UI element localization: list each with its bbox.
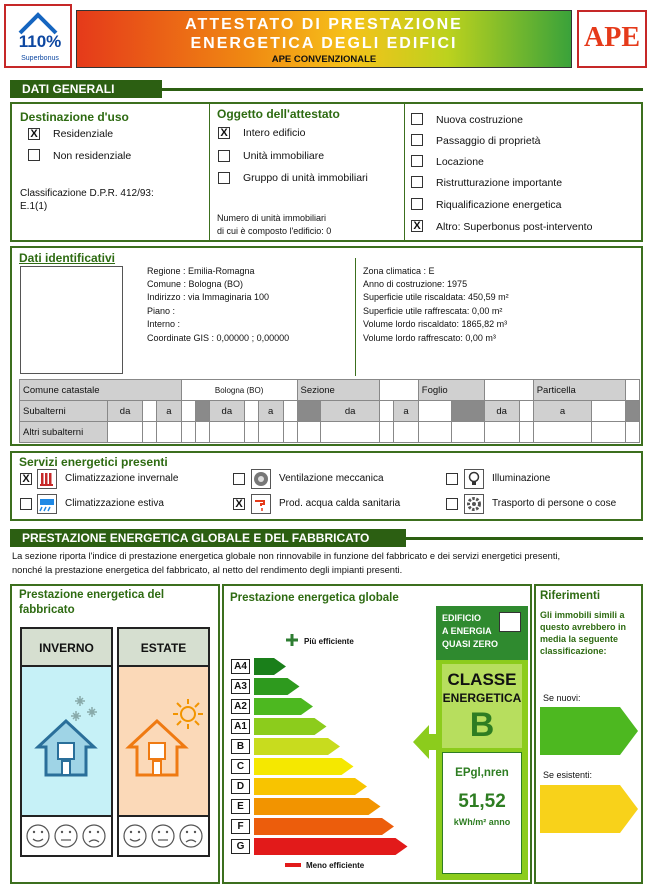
section-header-dati-generali: DATI GENERALI bbox=[10, 80, 162, 98]
intro-text-1: La sezione riporta l'indice di prestazione energetica globale non rinnovabile in funzione del fabbricato e dei servizi energetici presenti, bbox=[12, 551, 561, 561]
subalterni-label: Subalterni bbox=[20, 401, 108, 422]
da-value[interactable] bbox=[143, 401, 157, 422]
altri-cell[interactable] bbox=[592, 422, 625, 443]
energy-class-label-a3: A3 bbox=[231, 679, 250, 694]
nzeb-box bbox=[436, 606, 528, 660]
anno-costruzione: Anno di costruzione: 1975 bbox=[363, 279, 468, 289]
ape-logo bbox=[577, 10, 647, 68]
energy-class-label-a4: A4 bbox=[231, 659, 250, 674]
foglio-value[interactable] bbox=[484, 380, 533, 401]
altri-cell[interactable] bbox=[181, 422, 195, 443]
altri-cell[interactable] bbox=[321, 422, 380, 443]
energy-class-bar-a2 bbox=[254, 698, 313, 715]
altri-cell[interactable] bbox=[244, 422, 258, 443]
classe-line-2: ENERGETICA bbox=[442, 691, 522, 705]
a-label: a bbox=[394, 401, 419, 422]
riferimenti-text-4: classificazione: bbox=[540, 646, 607, 656]
illuminazione-label: Illuminazione bbox=[492, 473, 551, 484]
checkbox-residenziale[interactable]: X bbox=[28, 128, 40, 140]
separator-cell bbox=[297, 401, 321, 422]
altri-cell[interactable] bbox=[297, 422, 321, 443]
oggetto-title: Oggetto dell'attestato bbox=[217, 107, 340, 121]
altri-cell[interactable] bbox=[451, 422, 484, 443]
classe-line-1: CLASSE bbox=[447, 670, 517, 689]
se-esistenti-arrow bbox=[540, 785, 638, 833]
energy-class-bar-a3 bbox=[254, 678, 300, 695]
page-title-line1: ATTESTATO DI PRESTAZIONE bbox=[185, 16, 463, 33]
air-conditioner-icon bbox=[37, 494, 57, 514]
inverno-panel bbox=[20, 627, 113, 857]
fabbricato-title-1: Prestazione energetica del bbox=[19, 589, 165, 601]
particella-value[interactable] bbox=[625, 380, 639, 401]
energy-class-bar-a1 bbox=[254, 718, 327, 735]
numero-unita-note-2: di cui è composto l'edificio: 0 bbox=[217, 226, 332, 236]
estate-panel bbox=[117, 627, 210, 857]
da-value[interactable] bbox=[244, 401, 258, 422]
house-icon-winter bbox=[34, 717, 98, 777]
superbonus-logo-subtext: Superbonus bbox=[21, 55, 59, 62]
superficie-raffrescata: Superficie utile raffrescata: 0,00 m² bbox=[363, 306, 503, 316]
da-value[interactable] bbox=[519, 401, 533, 422]
altri-cell[interactable] bbox=[533, 422, 592, 443]
checkbox-non-residenziale[interactable] bbox=[28, 149, 40, 161]
acqua-calda-label: Prod. acqua calda sanitaria bbox=[279, 498, 401, 509]
checkbox-unita-immobiliare[interactable] bbox=[218, 150, 230, 162]
energy-class-bar-b bbox=[254, 738, 340, 755]
nuova-costruzione-label: Nuova costruzione bbox=[436, 114, 523, 126]
energy-class-label-e: E bbox=[231, 799, 250, 814]
checkbox-ventilazione[interactable] bbox=[233, 473, 245, 485]
climatizzazione-estiva-label: Climatizzazione estiva bbox=[65, 498, 164, 509]
regione: Regione : Emilia-Romagna bbox=[147, 266, 255, 276]
estate-header: ESTATE bbox=[119, 629, 208, 667]
sezione-label: Sezione bbox=[297, 380, 380, 401]
fan-icon bbox=[251, 469, 271, 489]
superficie-riscaldata: Superficie utile riscaldata: 450,59 m² bbox=[363, 292, 509, 302]
page-title-line2: ENERGETICA DEGLI EDIFICI bbox=[190, 35, 458, 52]
se-nuovi-arrow bbox=[540, 707, 638, 755]
a-value[interactable] bbox=[181, 401, 195, 422]
locazione-label: Locazione bbox=[436, 156, 484, 168]
residenziale-label: Residenziale bbox=[53, 128, 114, 140]
nzeb-line-2: A ENERGIA bbox=[442, 626, 492, 636]
section-header-prestazione: PRESTAZIONE ENERGETICA GLOBALE E DEL FABBRICATO bbox=[10, 529, 406, 547]
comune-catastale-label: Comune catastale bbox=[20, 380, 182, 401]
classificazione-label: Classificazione D.P.R. 412/93: bbox=[20, 188, 154, 199]
a-label: a bbox=[157, 401, 182, 422]
gruppo-unita-label: Gruppo di unità immobiliari bbox=[243, 172, 368, 184]
inverno-header: INVERNO bbox=[22, 629, 111, 667]
checkbox-locazione[interactable] bbox=[411, 155, 423, 167]
a-value[interactable] bbox=[592, 401, 625, 422]
plus-icon bbox=[285, 633, 299, 647]
gear-icon bbox=[464, 494, 484, 514]
a-label: a bbox=[258, 401, 283, 422]
classe-box bbox=[436, 660, 528, 880]
ape-logo-text: APE bbox=[584, 22, 640, 53]
energy-class-label-c: C bbox=[231, 759, 250, 774]
light-bulb-icon bbox=[464, 469, 484, 489]
altri-cell[interactable] bbox=[143, 422, 157, 443]
foglio-label: Foglio bbox=[418, 380, 484, 401]
energy-class-label-d: D bbox=[231, 779, 250, 794]
altro-label: Altro: Superbonus post-intervento bbox=[436, 221, 593, 233]
checkbox-gruppo-unita[interactable] bbox=[218, 172, 230, 184]
servizi-title: Servizi energetici presenti bbox=[19, 455, 168, 469]
ep-value: 51,52 bbox=[458, 791, 506, 812]
altri-cell[interactable] bbox=[209, 422, 244, 443]
a-value[interactable] bbox=[418, 401, 451, 422]
numero-unita-note-1: Numero di unità immobiliari bbox=[217, 213, 327, 223]
volume-raffrescato: Volume lordo raffrescato: 0,00 m³ bbox=[363, 333, 496, 343]
particella-label: Particella bbox=[533, 380, 625, 401]
separator-cell bbox=[625, 401, 639, 422]
energy-class-label-g: G bbox=[231, 839, 250, 854]
checkbox-acqua-calda[interactable]: X bbox=[233, 498, 245, 510]
riferimenti-text-3: media la seguente bbox=[540, 634, 619, 644]
ventilazione-label: Ventilazione meccanica bbox=[279, 473, 384, 484]
energy-class-bar-d bbox=[254, 778, 367, 795]
catasto-table bbox=[19, 379, 640, 443]
divider bbox=[209, 104, 210, 240]
altri-cell[interactable] bbox=[484, 422, 519, 443]
nzeb-line-3: QUASI ZERO bbox=[442, 639, 499, 649]
superbonus-logo-text: 110% bbox=[18, 32, 62, 51]
energy-class-label-b: B bbox=[231, 739, 250, 754]
piu-efficiente-label: Più efficiente bbox=[304, 637, 354, 646]
ep-label: EPgl,nren bbox=[455, 767, 509, 779]
climatizzazione-invernale-label: Climatizzazione invernale bbox=[65, 473, 179, 484]
building-photo bbox=[20, 266, 123, 374]
energy-class-bar-g bbox=[254, 838, 408, 855]
altri-cell[interactable] bbox=[418, 422, 451, 443]
passaggio-proprieta-label: Passaggio di proprietà bbox=[436, 135, 541, 147]
piano: Piano : bbox=[147, 306, 176, 316]
page-subtitle: APE CONVENZIONALE bbox=[271, 54, 377, 65]
ep-unit: kWh/m² anno bbox=[453, 817, 511, 827]
sezione-value[interactable] bbox=[380, 380, 419, 401]
energy-class-bar-c bbox=[254, 758, 354, 775]
ristrutturazione-label: Ristrutturazione importante bbox=[436, 177, 563, 189]
energy-class-label-f: F bbox=[231, 819, 250, 834]
checkbox-intero-edificio[interactable]: X bbox=[218, 127, 230, 139]
checkbox-trasporto[interactable] bbox=[446, 498, 458, 510]
altri-cell[interactable] bbox=[519, 422, 533, 443]
ep-box bbox=[442, 752, 522, 874]
checkbox-nuova-costruzione[interactable] bbox=[411, 113, 423, 125]
checkbox-climatizzazione-invernale[interactable]: X bbox=[20, 473, 32, 485]
coordinate-gis: Coordinate GIS : 0,00000 ; 0,00000 bbox=[147, 333, 290, 343]
minus-icon bbox=[285, 863, 301, 867]
energy-class-bar-a4 bbox=[254, 658, 286, 675]
house-icon-summer bbox=[125, 717, 189, 777]
energy-class-label-a2: A2 bbox=[231, 699, 250, 714]
volume-riscaldato: Volume lordo riscaldato: 1865,82 m³ bbox=[363, 319, 508, 329]
checkbox-ristrutturazione[interactable] bbox=[411, 176, 423, 188]
unita-immobiliare-label: Unità immobiliare bbox=[243, 150, 325, 162]
da-label: da bbox=[108, 401, 143, 422]
altri-cell[interactable] bbox=[394, 422, 419, 443]
energy-class-bar-f bbox=[254, 818, 394, 835]
rating-faces-summer bbox=[119, 815, 208, 855]
se-nuovi-label: Se nuovi: bbox=[543, 693, 581, 703]
classe-value: B bbox=[469, 706, 495, 744]
comune: Comune : Bologna (BO) bbox=[147, 279, 244, 289]
a-label: a bbox=[533, 401, 592, 422]
interno: Interno : bbox=[147, 319, 181, 329]
riferimenti-title: Riferimenti bbox=[540, 590, 601, 602]
superbonus-logo bbox=[4, 4, 72, 68]
trasporto-label: Trasporto di persone o cose bbox=[492, 498, 617, 509]
nzeb-line-1: EDIFICIO bbox=[442, 613, 482, 623]
globale-title: Prestazione energetica globale bbox=[230, 592, 399, 604]
energy-class-bar-e bbox=[254, 798, 381, 815]
se-esistenti-label: Se esistenti: bbox=[543, 770, 593, 780]
altri-cell[interactable] bbox=[258, 422, 283, 443]
rating-faces-winter bbox=[22, 815, 111, 855]
altri-cell[interactable] bbox=[380, 422, 394, 443]
altri-cell[interactable] bbox=[157, 422, 182, 443]
checkbox-illuminazione[interactable] bbox=[446, 473, 458, 485]
altri-cell[interactable] bbox=[283, 422, 297, 443]
meno-efficiente-label: Meno efficiente bbox=[306, 861, 365, 870]
da-label: da bbox=[321, 401, 380, 422]
da-label: da bbox=[209, 401, 244, 422]
dati-identificativi-title: Dati identificativi bbox=[19, 251, 116, 265]
checkbox-riqualificazione[interactable] bbox=[411, 198, 423, 210]
altri-subalterni-label: Altri subalterni bbox=[20, 422, 108, 443]
riferimenti-text-1: Gli immobili simili a bbox=[540, 610, 625, 620]
indirizzo: Indirizzo : via Immaginaria 100 bbox=[147, 292, 270, 302]
separator-cell bbox=[451, 401, 484, 422]
a-value[interactable] bbox=[283, 401, 297, 422]
separator-cell bbox=[195, 401, 209, 422]
non-residenziale-label: Non residenziale bbox=[53, 150, 132, 162]
checkbox-altro[interactable]: X bbox=[411, 220, 423, 232]
altri-cell[interactable] bbox=[108, 422, 143, 443]
faucet-icon bbox=[251, 494, 271, 514]
catasto-row-subalterni bbox=[20, 401, 640, 422]
energy-class-label-a1: A1 bbox=[231, 719, 250, 734]
radiator-icon bbox=[37, 469, 57, 489]
da-label: da bbox=[484, 401, 519, 422]
checkbox-passaggio-proprieta[interactable] bbox=[411, 134, 423, 146]
nzeb-checkbox[interactable] bbox=[499, 612, 521, 632]
destinazione-title: Destinazione d'uso bbox=[20, 110, 129, 124]
fabbricato-title-2: fabbricato bbox=[19, 604, 75, 616]
intero-edificio-label: Intero edificio bbox=[243, 127, 306, 139]
altri-cell[interactable] bbox=[195, 422, 209, 443]
intro-text-2: nonché la prestazione energetica del fabbricato, al netto del rendimento degli impianti presenti. bbox=[12, 565, 403, 575]
classificazione-value: E.1(1) bbox=[20, 201, 48, 212]
riferimenti-text-2: questo avrebbero in bbox=[540, 622, 627, 632]
checkbox-climatizzazione-estiva[interactable] bbox=[20, 498, 32, 510]
altri-cell[interactable] bbox=[625, 422, 639, 443]
comune-catastale-value: Bologna (BO) bbox=[181, 380, 297, 401]
da-value[interactable] bbox=[380, 401, 394, 422]
zona-climatica: Zona climatica : E bbox=[363, 266, 435, 276]
divider bbox=[355, 258, 356, 376]
catasto-row-altri bbox=[20, 422, 640, 443]
riqualificazione-label: Riqualificazione energetica bbox=[436, 199, 562, 211]
title-banner bbox=[76, 10, 572, 68]
catasto-row-comune bbox=[20, 380, 640, 401]
divider bbox=[404, 104, 405, 240]
